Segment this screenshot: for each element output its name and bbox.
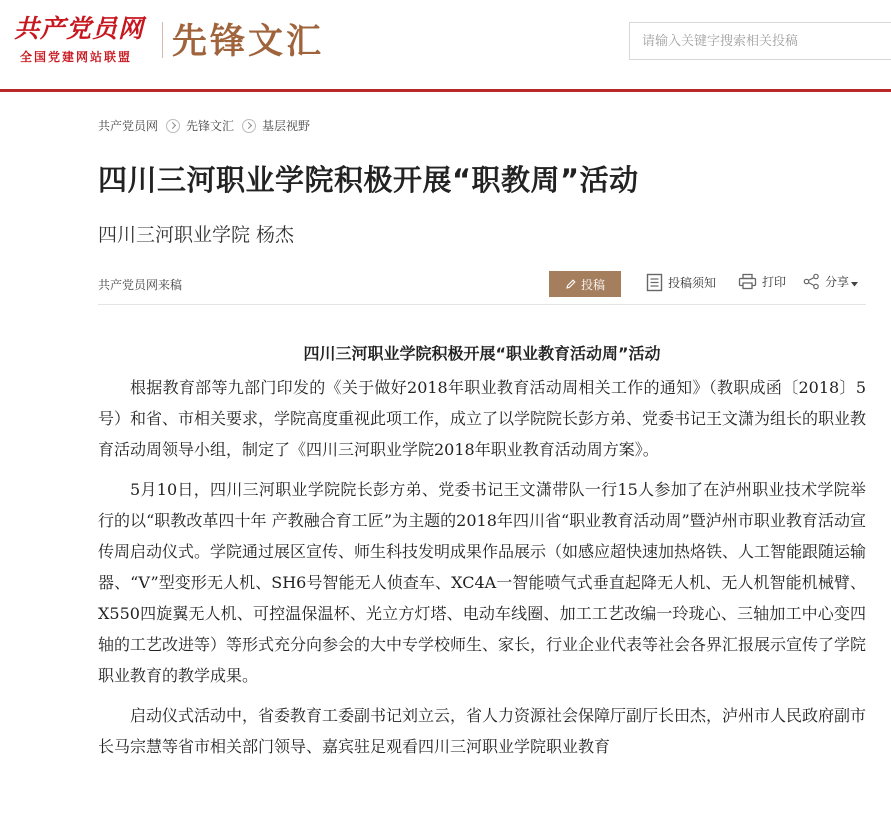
print-button[interactable] [738, 273, 786, 290]
breadcrumb-home[interactable]: 共产党员网 [98, 119, 159, 133]
logo-subtitle: 全国党建网站联盟 [20, 50, 133, 64]
submission-guide-link[interactable] [646, 273, 716, 292]
submit-label: 投稿 [580, 277, 605, 292]
share-icon [803, 273, 820, 290]
caret-down-icon [851, 282, 858, 287]
site-logo[interactable] [14, 14, 164, 70]
submit-article-button[interactable] [549, 271, 621, 297]
article-heading: 四川三河职业学院积极开展“职业教育活动周”活动 [303, 344, 661, 363]
header-divider [162, 22, 163, 58]
article-author: 四川三河职业学院 杨杰 [98, 224, 295, 246]
breadcrumb-category[interactable]: 基层视野 [262, 119, 311, 133]
toolbar-divider [98, 304, 866, 305]
print-label: 打印 [762, 275, 787, 289]
site-header [0, 0, 891, 92]
share-label: 分享 [825, 275, 850, 289]
breadcrumb [98, 117, 310, 134]
chevron-right-icon [166, 119, 180, 133]
article-paragraph: 启动仪式活动中，省委教育工委副书记刘立云，省人力资源社会保障厅副厅长田杰，泸州市人民政府副市长马宗慧等省市相关部门领导、嘉宾驻足观看四川三河职业学院职业教育 [98, 706, 867, 756]
logo-calligraphy: 共产党员网 [14, 14, 145, 43]
submission-guide-label: 投稿须知 [668, 276, 717, 290]
document-icon [646, 273, 663, 292]
article-source: 共产党员网来稿 [98, 278, 183, 292]
article-paragraph: 5月10日，四川三河职业学院院长彭方弟、党委书记王文潇带队一行15人参加了在泸州职业技术学院举行的以“职教改革四十年 产教融合育工匠”为主题的2018年四川省“职业教育活动周”暨泸州市职业教育活动宣传周启动仪式。学院通过展区宣传、师生科技发明成果作品展示（如感应超快速加热烙铁、人工智能跟随运输器、“V”型变形无人机、SH6号智能无人侦查车、XC4A一智能喷气式垂直起降无人机、无人机智能机械臂、X550四旋翼无人机、可控温保温杯、光立方灯塔、电动车线圈、加工工艺改编一玲珑心、三轴加工中心变四轴的工艺改进等）等形式充分向参会的大中专学校师生、家长，行业企业代表等社会各界汇报展示宣传了学院职业教育的教学成果。 [98, 480, 867, 685]
chevron-right-icon [242, 119, 256, 133]
article-body [98, 372, 866, 771]
pencil-icon [565, 278, 577, 290]
article-paragraph: 根据教育部等九部门印发的《关于做好2018年职业教育活动周相关工作的通知》（教职成函〔2018〕5号）和省、市相关要求，学院高度重视此项工作，成立了以学院院长彭方弟、党委书记王文潇为组长的职业教育活动周领导小组，制定了《四川三河职业学院2018年职业教育活动周方案》。 [98, 378, 867, 459]
breadcrumb-section[interactable]: 先锋文汇 [186, 119, 235, 133]
header-rule [0, 89, 891, 92]
share-button[interactable] [803, 273, 858, 290]
section-title[interactable]: 先锋文汇 [172, 22, 325, 62]
search-input[interactable] [629, 22, 891, 60]
printer-icon [738, 273, 757, 290]
page-title: 四川三河职业学院积极开展“职教周”活动 [98, 163, 639, 197]
